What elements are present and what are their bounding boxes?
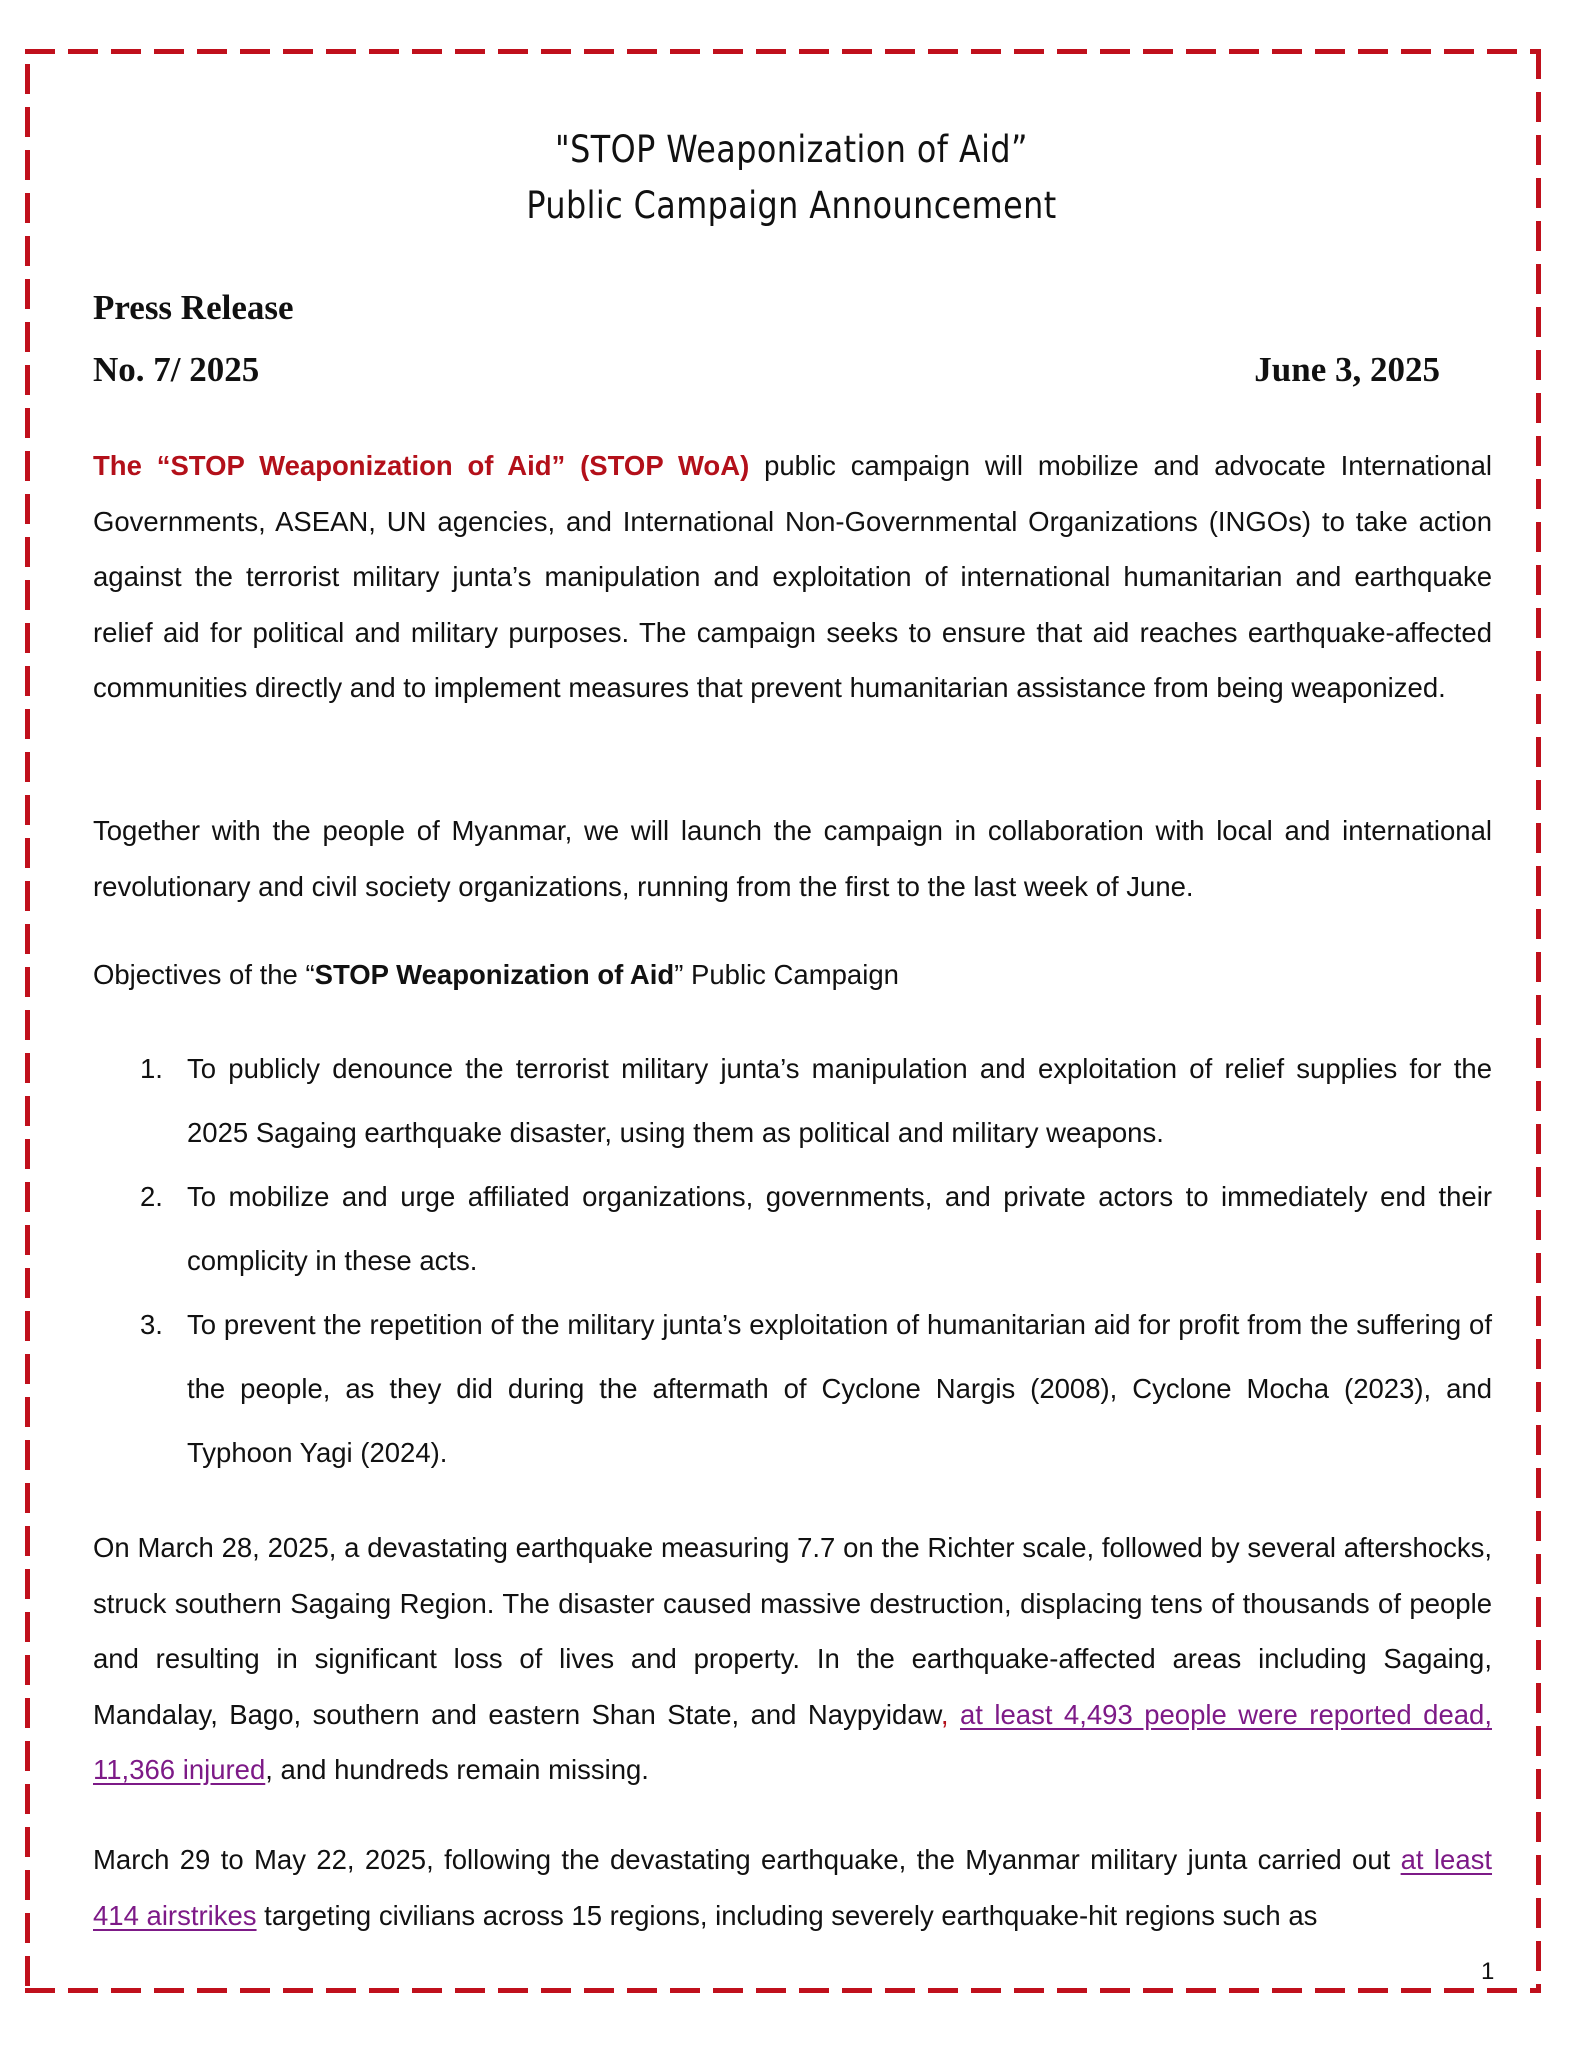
list-number: 2. — [140, 1181, 163, 1212]
list-item — [93, 1165, 1492, 1293]
objectives-campaign-name: STOP Weaponization of Aid — [314, 959, 675, 990]
list-item — [93, 1037, 1492, 1165]
document-subtitle: Public Campaign Announcement — [526, 184, 1057, 227]
campaign-name-highlight: The “STOP Weaponization of Aid” (STOP WoA) — [93, 450, 750, 481]
list-item-text: To prevent the repetition of the military junta’s exploitation of humanitarian aid for profit from the suffering of the people, as they did during the aftermath of Cyclone Nargis (2008), Cyclone Mocha (2023), and Typhoon Yagi (2024). — [187, 1309, 1492, 1468]
earthquake-tail: , and hundreds remain missing. — [265, 1754, 649, 1785]
intro-text: public campaign will mobilize and advocate International Governments, ASEAN, UN agencies, and International Non-Governmental Organizations (INGOs) to take action against the terrorist military junta’s manipulation and exploitation of international humanitarian and earthquake relief aid for political and military purposes. The campaign seeks to ensure that aid reaches earthquake-affected communities directly and to implement measures that prevent humanitarian assistance from being weaponized. — [93, 450, 1493, 703]
page-number: 1 — [1478, 1958, 1497, 1986]
airstrikes-text: March 29 to May 22, 2025, following the devastating earthquake, the Myanmar military junta carried out — [93, 1844, 1401, 1875]
objectives-prefix: Objectives of the — [93, 959, 306, 990]
list-item-text: To mobilize and urge affiliated organizations, governments, and private actors to immediately end their complicity in these acts. — [187, 1181, 1492, 1276]
together-text: Together with the people of Myanmar, we will launch the campaign in collaboration with local and international revolutionary and civil society organizations, running from the first to the last week of June. — [93, 815, 1492, 902]
earthquake-text: On March 28, 2025, a devastating earthquake measuring 7.7 on the Richter scale, followed by several aftershocks, struck southern Sagaing Region. The disaster caused massive destruction, displacing tens of thousands of people and resulting in significant loss of lives and property. In the earthquake-affected areas including Sagaing, Mandalay, Bago, southern and eastern Shan State, and Naypyidaw — [93, 1532, 1492, 1730]
dashed-border-bottom — [25, 1988, 1541, 1993]
objectives-suffix: Public Campaign — [683, 959, 899, 990]
list-item-text: To publicly denounce the terrorist military junta’s manipulation and exploitation of relief supplies for the 2025 Sagaing earthquake disaster, using them as political and military weapons. — [187, 1053, 1492, 1148]
casualties-link[interactable]: at least 4,493 people were reported dead, 11,366 injured — [93, 1698, 1492, 1785]
intro-paragraph — [93, 438, 1492, 716]
dashed-border-left — [25, 64, 30, 1993]
close-quote: ” — [674, 959, 684, 990]
earthquake-paragraph — [93, 1520, 1492, 1798]
list-number: 3. — [140, 1309, 163, 1340]
list-number: 1. — [140, 1053, 163, 1084]
airstrikes-tail: targeting civilians across 15 regions, including severely earthquake-hit regions such as — [256, 1899, 1318, 1931]
dashed-border-right — [1536, 49, 1541, 1993]
open-quote: “ — [305, 959, 315, 990]
press-release-number: No. 7/ 2025 — [93, 350, 260, 389]
objectives-list — [93, 1037, 1492, 1485]
objectives-heading — [93, 947, 1492, 1003]
press-release-date: June 3, 2025 — [1254, 350, 1440, 389]
airstrikes-link[interactable]: at least 414 airstrikes — [93, 1844, 1493, 1931]
list-item — [93, 1293, 1492, 1485]
document-title: "STOP Weaponization of Aid” — [555, 128, 1028, 171]
red-comma: , — [940, 1698, 949, 1730]
press-release-label: Press Release — [93, 288, 294, 327]
airstrikes-paragraph — [93, 1832, 1492, 1943]
dashed-border-top — [25, 49, 1541, 54]
together-paragraph — [93, 803, 1492, 914]
